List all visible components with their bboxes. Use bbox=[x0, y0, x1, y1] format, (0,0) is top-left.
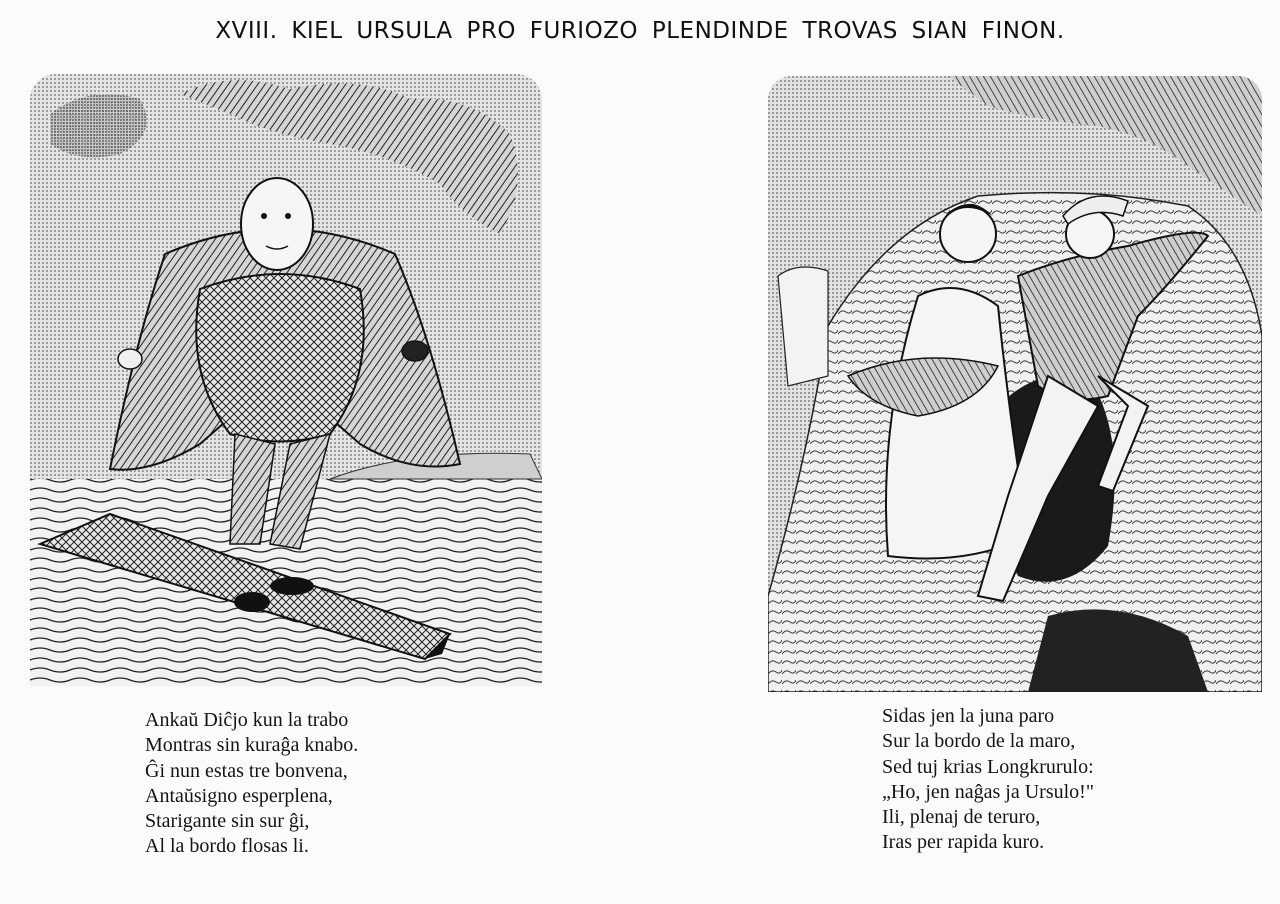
verse-line: Antaŭsigno esperplena, bbox=[145, 784, 333, 807]
verse-right bbox=[882, 704, 1094, 856]
verse-line: „Ho, jen naĝas ja Ursulo!" bbox=[882, 780, 1094, 803]
chapter-title: XVIII. KIEL URSULA PRO FURIOZO PLENDINDE TROVAS SIAN FINON. bbox=[215, 18, 1065, 44]
verse-left bbox=[145, 708, 358, 860]
verse-line: Ĝi nun estas tre bonvena, bbox=[145, 759, 348, 782]
verse-line: Sidas jen la juna paro bbox=[882, 705, 1055, 727]
verse-line: Iras per rapida kuro. bbox=[882, 831, 1045, 854]
verse-line: Ankaŭ Diĉjo kun la trabo bbox=[145, 709, 349, 731]
illustration-left bbox=[30, 74, 542, 686]
illustration-left-drawing bbox=[30, 74, 542, 686]
verse-line: Al la bordo flosas li. bbox=[145, 835, 309, 858]
illustration-right-drawing bbox=[768, 76, 1262, 692]
verse-line: Sed tuj krias Longkrurulo: bbox=[882, 755, 1094, 778]
illustration-right bbox=[768, 76, 1262, 692]
verse-line: Montras sin kuraĝa knabo. bbox=[145, 734, 359, 757]
verse-line: Sur la bordo de la maro, bbox=[882, 730, 1076, 753]
verse-line: Starigante sin sur ĝi, bbox=[145, 810, 310, 833]
verse-line: Ili, plenaj de teruro, bbox=[882, 806, 1041, 829]
